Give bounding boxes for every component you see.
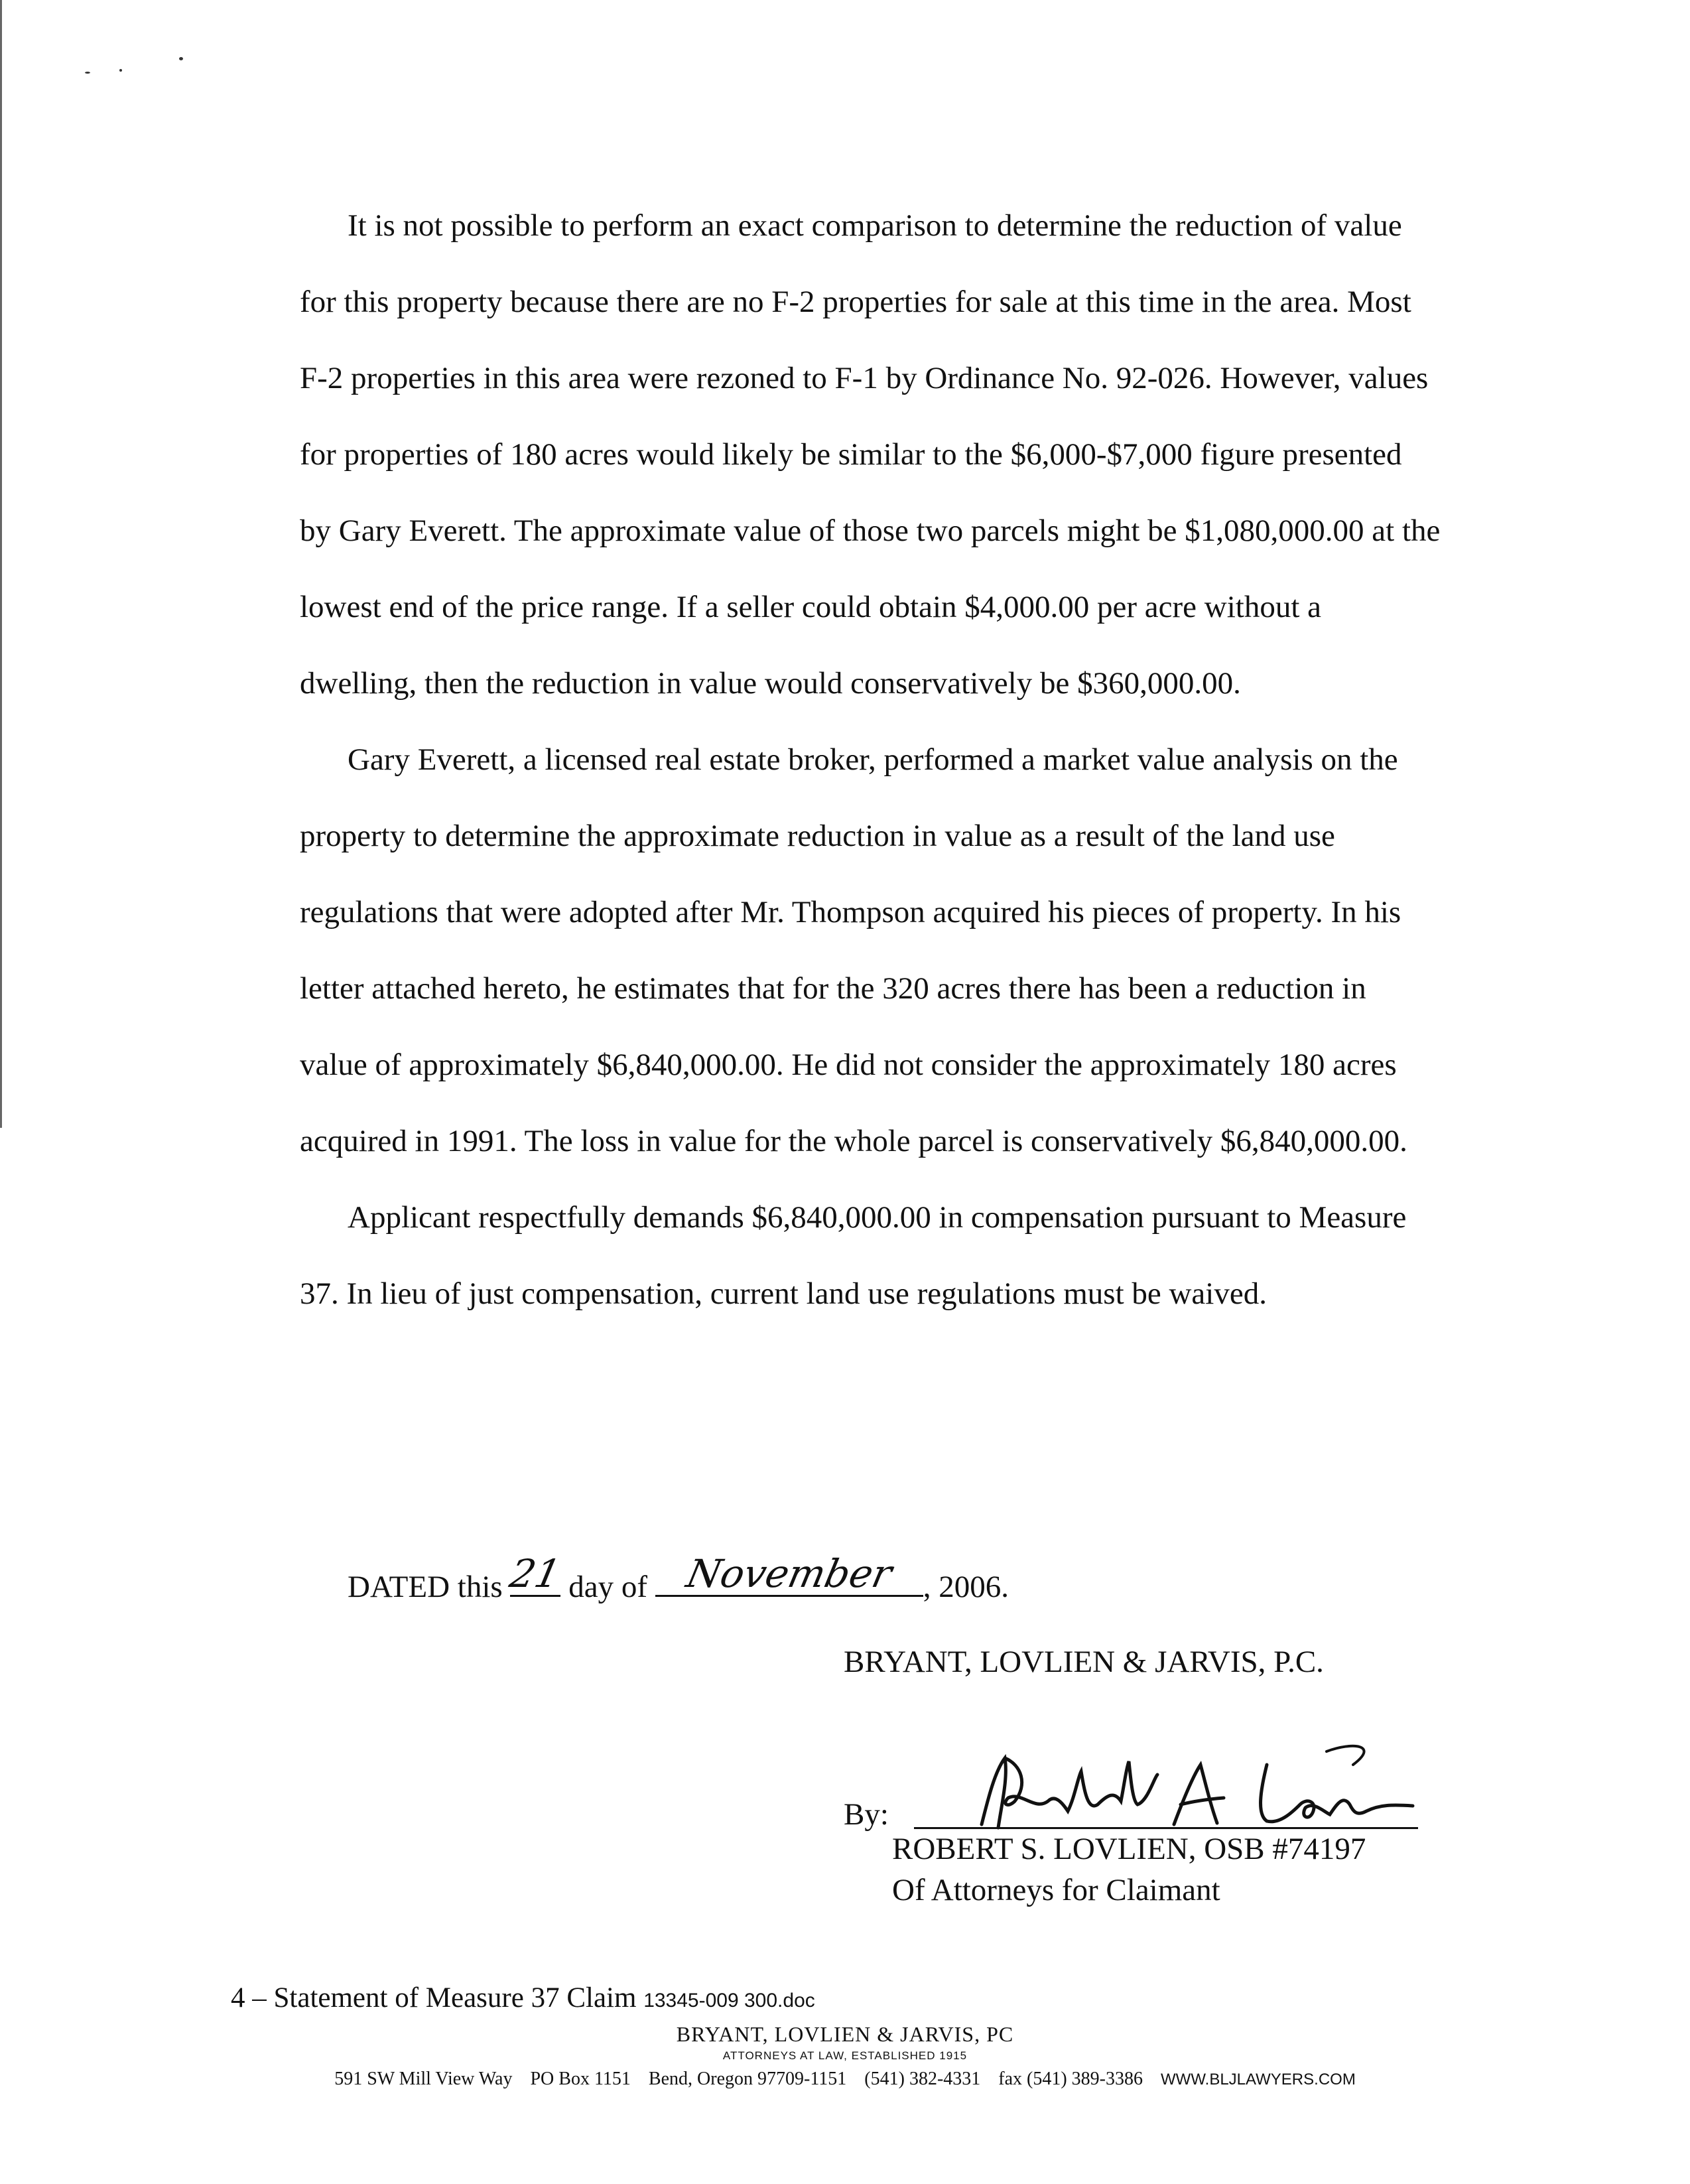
scan-speck xyxy=(119,69,122,72)
dated-middle: day of xyxy=(568,1570,647,1604)
paragraph-comparison: It is not possible to perform an exact comparison to determine the reduction of value for this property because there are no F-2 properties for sale at this time in the area. Most F-2 properties in this area were rezoned to F-1 by Ordinance No. 92-026. However, values for properties of 180 acres would likely be similar to the $6,000-$7,000 figure presented by Gary Everett. The approximate value of those two parcels might be $1,080,000.00 at the lowest end of the price range. If a seller could obtain $4,000.00 per acre without a dwelling, then the reduction in value would conservatively be $360,000.00. xyxy=(300,208,1441,701)
paragraph-demand: Applicant respectfully demands $6,840,000.00 in compensation pursuant to Measure 37. In lieu of just compensation, current land use regulations must be waived. xyxy=(300,1200,1407,1311)
page-footer xyxy=(231,1978,815,2021)
handwritten-signature xyxy=(955,1738,1419,1838)
paragraph-market-analysis: Gary Everett, a licensed real estate broker, performed a market value analysis on the property to determine the approximate reduction in value as a result of the land use regulations that were adopted after Mr. Thompson acquired his pieces of property. In his letter attached hereto, he estimates that for the 320 acres there has been a reduction in value of approximately $6,840,000.00. He did not consider the approximately 180 acres acquired in 1991. The loss in value for the whole parcel is conservatively $6,840,000.00. xyxy=(300,742,1407,1158)
letterhead-established: ATTORNEYS AT LAW, ESTABLISHED 1915 xyxy=(722,2049,968,2062)
signer-name: ROBERT S. LOVLIEN, OSB #74197 xyxy=(892,1832,1366,1866)
day-blank xyxy=(506,1551,565,1597)
dated-line xyxy=(348,1551,1009,1610)
letterhead-address xyxy=(0,2066,1690,2093)
body-text xyxy=(300,188,1441,1332)
scan-edge-mark xyxy=(0,0,2,1128)
month-blank xyxy=(655,1551,923,1597)
dated-prefix: DATED this xyxy=(348,1570,503,1604)
dated-suffix: , 2006. xyxy=(923,1570,1009,1604)
fax-number: fax (541) 389-3386 xyxy=(998,2069,1143,2089)
firm-signature-block: BRYANT, LOVLIEN & JARVIS, P.C. xyxy=(844,1645,1324,1679)
handwritten-day: 21 xyxy=(506,1551,565,1596)
doc-filename: 13345-009 300.doc xyxy=(643,1990,815,2012)
page-label: 4 – Statement of Measure 37 Claim xyxy=(231,1982,637,2013)
by-label: By: xyxy=(844,1797,889,1832)
scan-speck xyxy=(85,72,90,74)
signer-block xyxy=(892,1828,1366,1911)
street-address: 591 SW Mill View Way xyxy=(334,2069,513,2089)
signer-role: Of Attorneys for Claimant xyxy=(892,1873,1220,1907)
po-box: PO Box 1151 xyxy=(530,2069,631,2089)
letterhead-firm: BRYANT, LOVLIEN & JARVIS, PC xyxy=(676,2022,1014,2046)
handwritten-month: November xyxy=(682,1551,896,1596)
website-link[interactable]: WWW.BLJLAWYERS.COM xyxy=(1161,2071,1356,2088)
phone-number: (541) 382-4331 xyxy=(864,2069,981,2089)
city-state-zip: Bend, Oregon 97709-1151 xyxy=(648,2069,847,2089)
scan-speck xyxy=(179,57,183,60)
